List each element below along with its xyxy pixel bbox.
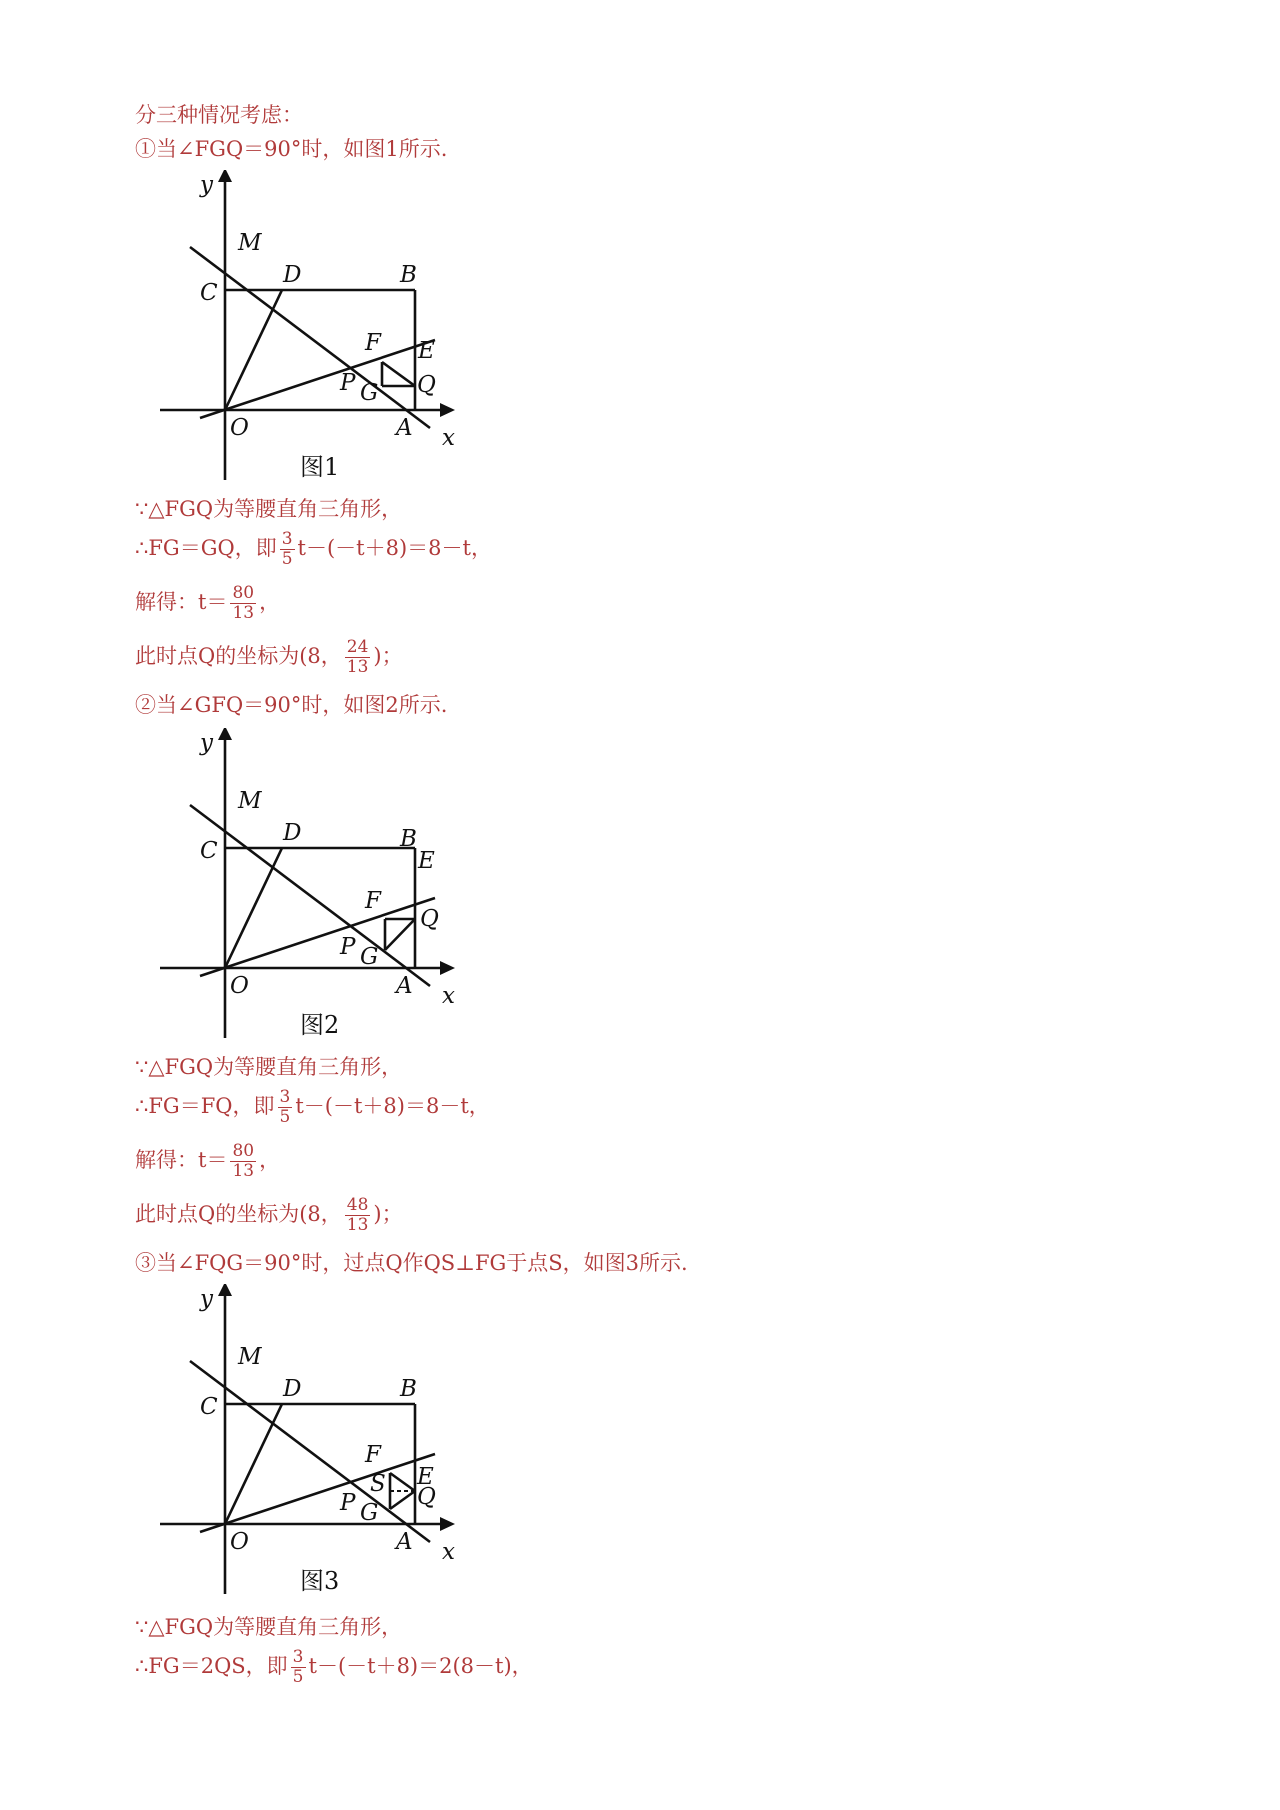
label-F: F bbox=[365, 888, 381, 914]
label-A: A bbox=[396, 415, 413, 441]
figure-2-caption: 图2 bbox=[300, 1011, 340, 1039]
figure-2-svg bbox=[160, 728, 460, 1048]
label-Q: Q bbox=[417, 1484, 436, 1510]
label-G: G bbox=[360, 380, 379, 406]
fraction: $\frac{80}{13}$ bbox=[232, 1141, 255, 1181]
label-S: S bbox=[370, 1471, 386, 1497]
figure-1-caption: 图1 bbox=[300, 453, 340, 481]
fraction: $\frac{24}{13}$ bbox=[346, 637, 369, 677]
figure-3-svg bbox=[160, 1284, 460, 1604]
label-C: C bbox=[200, 1394, 218, 1420]
label-C: C bbox=[200, 838, 218, 864]
label-C: C bbox=[200, 280, 218, 306]
label-Q: Q bbox=[417, 372, 436, 398]
label-M: M bbox=[238, 788, 262, 814]
label-P: P bbox=[340, 934, 356, 960]
figure-3 bbox=[160, 1284, 460, 1604]
label-G: G bbox=[360, 944, 379, 970]
label-E: E bbox=[418, 848, 435, 874]
label-D: D bbox=[283, 1376, 302, 1402]
label-E: E bbox=[418, 338, 435, 364]
fraction: $\frac{48}{13}$ bbox=[346, 1195, 369, 1235]
label-O: O bbox=[230, 1529, 249, 1555]
label-A: A bbox=[396, 1529, 413, 1555]
case2-reason-1: ∵△FGQ为等腰直角三角形， bbox=[135, 1055, 403, 1079]
label-E: E bbox=[417, 1464, 434, 1490]
label-y: y bbox=[200, 172, 213, 198]
label-y: y bbox=[200, 1286, 213, 1312]
label-M: M bbox=[238, 230, 262, 256]
figure-2 bbox=[160, 728, 460, 1048]
label-G: G bbox=[360, 1500, 379, 1526]
case1-reason-4: 此时点Q的坐标为(8， $\frac{24}{13}$ )； bbox=[135, 637, 403, 677]
label-Q: Q bbox=[420, 906, 439, 932]
case1-reason-3: 解得：t＝ $\frac{80}{13}$ ， bbox=[135, 583, 281, 623]
label-F: F bbox=[365, 330, 381, 356]
case3-heading: ③当∠FQG＝90°时，过点Q作QS⊥FG于点S，如图3所示. bbox=[135, 1251, 688, 1275]
label-B: B bbox=[400, 826, 417, 852]
label-B: B bbox=[400, 262, 417, 288]
label-B: B bbox=[400, 1376, 417, 1402]
case2-reason-4: 此时点Q的坐标为(8， $\frac{48}{13}$ )； bbox=[135, 1195, 403, 1235]
fraction: $\frac{3}{5}$ bbox=[281, 529, 293, 569]
figure-1-svg bbox=[160, 170, 460, 490]
case3-reason-1: ∵△FGQ为等腰直角三角形， bbox=[135, 1615, 403, 1639]
label-y: y bbox=[200, 730, 213, 756]
fraction: $\frac{80}{13}$ bbox=[232, 583, 255, 623]
label-M: M bbox=[238, 1344, 262, 1370]
label-O: O bbox=[230, 415, 249, 441]
label-P: P bbox=[340, 1490, 356, 1516]
label-x: x bbox=[442, 983, 455, 1009]
label-x: x bbox=[442, 425, 455, 451]
fraction: $\frac{3}{5}$ bbox=[292, 1647, 304, 1687]
label-O: O bbox=[230, 973, 249, 999]
intro-line: 分三种情况考虑： bbox=[135, 103, 303, 127]
label-A: A bbox=[396, 973, 413, 999]
label-P: P bbox=[340, 370, 356, 396]
figure-1 bbox=[160, 170, 460, 490]
label-x: x bbox=[442, 1539, 455, 1565]
case1-reason-1: ∵△FGQ为等腰直角三角形， bbox=[135, 497, 403, 521]
case1-reason-2: ∴FG＝GQ，即 $\frac{3}{5}$ t－(－t＋8)＝8－t， bbox=[135, 529, 492, 569]
case1-heading: ①当∠FGQ＝90°时，如图1所示. bbox=[135, 137, 448, 161]
label-D: D bbox=[283, 262, 302, 288]
case2-reason-2: ∴FG＝FQ，即 $\frac{3}{5}$ t－(－t＋8)＝8－t， bbox=[135, 1087, 490, 1127]
case2-heading: ②当∠GFQ＝90°时，如图2所示. bbox=[135, 693, 448, 717]
label-D: D bbox=[283, 820, 302, 846]
case3-reason-2: ∴FG＝2QS，即 $\frac{3}{5}$ t－(－t＋8)＝2(8－t)， bbox=[135, 1647, 533, 1687]
figure-3-caption: 图3 bbox=[300, 1567, 340, 1595]
fraction: $\frac{3}{5}$ bbox=[279, 1087, 291, 1127]
case2-reason-3: 解得：t＝ $\frac{80}{13}$ ， bbox=[135, 1141, 281, 1181]
label-F: F bbox=[365, 1442, 381, 1468]
